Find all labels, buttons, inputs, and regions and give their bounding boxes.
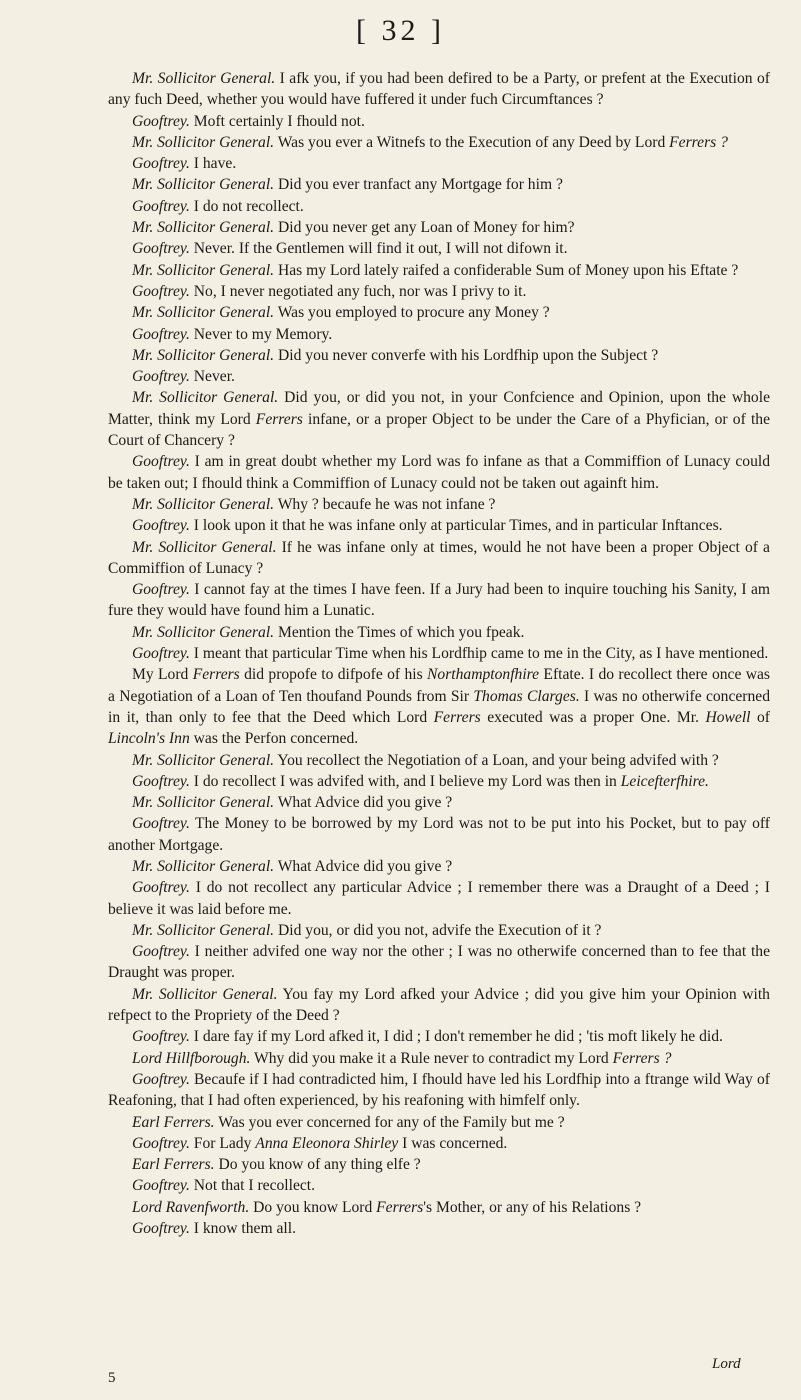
text-run: Ferrers — [376, 1198, 424, 1216]
speaker-name: Mr. Sollicitor General. — [132, 495, 275, 513]
text-run: Ferrers ? — [669, 133, 728, 151]
paragraph — [108, 111, 770, 132]
text-run: I have. — [189, 155, 237, 173]
speaker-name: Gooftrey. — [132, 282, 190, 300]
speaker-name: Gooftrey. — [132, 879, 190, 897]
speaker-name: Gooftrey. — [132, 645, 190, 663]
paragraph — [108, 579, 770, 622]
text-run: Was you ever a Witnefs to the Execution of any Deed by Lord — [274, 133, 670, 151]
speaker-name: Gooftrey. — [132, 517, 190, 535]
speaker-name: Mr. Sollicitor General. — [132, 623, 275, 641]
text-run: You fay my Lord afked your Advice ; did you give him your Opinion with refpect to the Propriety of the Deed ? — [108, 985, 770, 1025]
text-run: I do not recollect any particular Advice ; I remember there was a Draught of a Deed ; I believe it was laid before me. — [108, 879, 770, 918]
text-run: Never. If the Gentlemen will find it out, I will not difown it. — [189, 240, 568, 258]
text-run: If he was infane only at times, would he not have been a proper Object of a Commiffion of Lunacy ? — [108, 538, 770, 577]
paragraph — [108, 345, 770, 366]
text-run: Why did you make it a Rule never to contradict my Lord — [250, 1049, 613, 1067]
text-run: Do you know Lord — [249, 1198, 377, 1216]
text-run: executed was a proper One. Mr. — [480, 708, 706, 726]
speaker-name: Mr. Sollicitor General. — [132, 133, 275, 151]
paragraph — [108, 622, 770, 643]
paragraph — [108, 771, 770, 792]
text-run: Did you never get any Loan of Money for him? — [274, 219, 575, 237]
speaker-name: Mr. Sollicitor General. — [132, 389, 279, 407]
text-run: Howell — [705, 708, 751, 726]
paragraph — [108, 1069, 770, 1112]
text-run: Never. — [189, 368, 235, 386]
speaker-name: Gooftrey. — [132, 1070, 190, 1088]
speaker-name: Gooftrey. — [132, 1220, 190, 1238]
paragraph — [108, 324, 770, 345]
paragraph — [108, 643, 770, 664]
paragraph — [108, 153, 770, 174]
speaker-name: Gooftrey. — [132, 815, 190, 833]
text-run: Lincoln's Inn — [108, 730, 190, 748]
paragraph — [108, 856, 770, 877]
text-run: of — [750, 708, 771, 726]
text-run: Not that I recollect. — [189, 1177, 316, 1195]
text-run: Did you never converfe with his Lordfhip upon the Subject ? — [274, 346, 659, 364]
speaker-name: Mr. Sollicitor General. — [132, 538, 277, 556]
speaker-name: Mr. Sollicitor General. — [132, 985, 278, 1003]
speaker-name: Gooftrey. — [132, 325, 190, 343]
text-run: Ferrers — [192, 666, 240, 684]
paragraph — [108, 387, 770, 451]
text-run: I am in great doubt whether my Lord was fo infane as that a Commiffion of Lunacy could be taken out; I fhould think a Commiffion of Lunacy could not be taken out againft him. — [108, 453, 770, 492]
text-run: Has my Lord lately raifed a confiderable Sum of Money upon his Eftate ? — [274, 261, 739, 279]
text-run: Ferrers — [433, 708, 481, 726]
paragraph — [108, 281, 770, 302]
text-run: I do recollect I was advifed with, and I believe my Lord was then in — [189, 772, 621, 790]
signature-mark: 5 — [108, 1370, 116, 1386]
paragraph — [108, 1218, 770, 1239]
speaker-name: Mr. Sollicitor General. — [132, 70, 276, 87]
speaker-name: Gooftrey. — [132, 1177, 190, 1195]
paragraph — [108, 1154, 770, 1175]
speaker-name: Gooftrey. — [132, 1134, 190, 1152]
paragraph — [108, 217, 770, 238]
speaker-name: Lord Hillfborough. — [132, 1049, 251, 1067]
text-run: Eftate. I do recollect there once was a Negotiation of a Loan of Ten thoufand Pounds from Sir — [108, 666, 770, 705]
text-run: I know them all. — [189, 1220, 296, 1238]
text-run: Becaufe if I had contradicted him, I fhould have led his Lordfhip into a ftrange wild Way of Reafoning, that I had often experienced, by his reafoning with himfelf only. — [108, 1070, 770, 1110]
speaker-name: Gooftrey. — [132, 197, 190, 215]
paragraph — [108, 664, 770, 749]
paragraph — [108, 174, 770, 195]
text-run: Ferrers — [255, 410, 303, 428]
paragraph — [108, 1175, 770, 1196]
paragraph — [108, 1048, 770, 1069]
text-run: Moft certainly I fhould not. — [189, 112, 365, 130]
speaker-name: Gooftrey. — [132, 453, 190, 471]
text-run: My Lord — [132, 666, 193, 684]
paragraph — [108, 750, 770, 771]
page-number: [ 32 ] — [356, 14, 445, 47]
text-run: The Money to be borrowed by my Lord was not to be put into his Pocket, but to pay off another Mortgage. — [108, 815, 770, 854]
paragraph — [108, 494, 770, 515]
speaker-name: Lord Ravenfworth. — [132, 1198, 250, 1216]
paragraph — [108, 68, 770, 111]
speaker-name: Mr. Sollicitor General. — [132, 176, 275, 194]
text-run: I neither advifed one way nor the other ; I was no otherwife concerned than to fee that the Draught was proper. — [108, 943, 770, 982]
paragraph — [108, 1133, 770, 1154]
text-run: Did you, or did you not, in your Confcience and Opinion, upon the whole Matter, think my Lord — [108, 389, 770, 428]
text-run: Northamptonfhire — [427, 666, 540, 684]
text-run: I look upon it that he was infane only at particular Times, and in particular Inftances. — [189, 517, 723, 535]
text-run: Ferrers ? — [612, 1049, 672, 1067]
paragraph — [108, 132, 770, 153]
text-run: You recollect the Negotiation of a Loan, and your being advifed with ? — [274, 751, 719, 769]
text-run: Thomas Clarges. — [473, 687, 580, 705]
text-run: I meant that particular Time when his Lordfhip came to me in the City, as I have mentioned. — [189, 645, 769, 663]
text-run: did propofe to difpofe of his — [239, 666, 428, 684]
text-run: I was concerned. — [398, 1134, 508, 1152]
text-run: 's Mother, or any of his Relations ? — [423, 1198, 642, 1216]
speaker-name: Mr. Sollicitor General. — [132, 794, 275, 812]
text-run: I do not recollect. — [189, 197, 304, 215]
text-run: Did you ever tranfact any Mortgage for him ? — [274, 176, 563, 194]
speaker-name: Mr. Sollicitor General. — [132, 857, 275, 875]
speaker-name: Gooftrey. — [132, 772, 190, 790]
paragraph — [108, 537, 770, 580]
text-run: Leicefterfhire. — [620, 772, 709, 790]
speaker-name: Gooftrey. — [132, 155, 190, 173]
speaker-name: Gooftrey. — [132, 943, 190, 961]
text-run: Was you employed to procure any Money ? — [274, 304, 550, 322]
body-text — [108, 68, 770, 1239]
speaker-name: Mr. Sollicitor General. — [132, 219, 275, 237]
paragraph — [108, 1026, 770, 1047]
speaker-name: Gooftrey. — [132, 240, 190, 258]
speaker-name: Mr. Sollicitor General. — [132, 346, 275, 364]
paragraph — [108, 302, 770, 323]
speaker-name: Gooftrey. — [132, 1028, 190, 1046]
text-run: Never to my Memory. — [189, 325, 333, 343]
paragraph — [108, 1112, 770, 1133]
speaker-name: Gooftrey. — [132, 581, 190, 599]
text-run: What Advice did you give ? — [274, 794, 453, 812]
speaker-name: Gooftrey. — [132, 368, 190, 386]
text-run: What Advice did you give ? — [274, 857, 453, 875]
text-run: For Lady — [189, 1134, 256, 1152]
paragraph — [108, 515, 770, 536]
paragraph — [108, 792, 770, 813]
speaker-name: Mr. Sollicitor General. — [132, 921, 275, 939]
paragraph — [108, 366, 770, 387]
text-run: infane, or a proper Object to be under the Care of a Phyfician, or of the Court of Chancery ? — [108, 410, 770, 450]
text-run: was the Perfon concerned. — [189, 730, 359, 748]
paragraph — [108, 877, 770, 920]
speaker-name: Earl Ferrers. — [132, 1113, 215, 1131]
text-run: I was no otherwife concerned in it, than only to fee that the Deed which Lord — [108, 687, 771, 726]
catchword: Lord — [712, 1356, 741, 1372]
speaker-name: Mr. Sollicitor General. — [132, 261, 275, 279]
speaker-name: Mr. Sollicitor General. — [132, 751, 275, 769]
text-run: Did you, or did you not, advife the Execution of it ? — [274, 921, 602, 939]
text-run: Mention the Times of which you fpeak. — [274, 623, 525, 641]
paragraph — [108, 196, 770, 217]
text-run: I dare fay if my Lord afked it, I did ; I don't remember he did ; 'tis moft likely he did. — [189, 1028, 723, 1046]
text-run: Do you know of any thing elfe ? — [214, 1156, 421, 1174]
paragraph — [108, 260, 770, 281]
paragraph — [108, 941, 770, 984]
paragraph — [108, 1197, 770, 1218]
speaker-name: Gooftrey. — [132, 112, 190, 130]
text-run: Why ? becaufe he was not infane ? — [274, 495, 496, 513]
paragraph — [108, 238, 770, 259]
paragraph — [108, 984, 770, 1027]
speaker-name: Mr. Sollicitor General. — [132, 304, 275, 322]
text-run: Anna Eleonora Shirley — [255, 1134, 399, 1152]
speaker-name: Earl Ferrers. — [132, 1156, 215, 1174]
text-run: Was you ever concerned for any of the Family but me ? — [214, 1113, 565, 1131]
text-run: No, I never negotiated any fuch, nor was I privy to it. — [189, 282, 527, 300]
paragraph — [108, 920, 770, 941]
text-run: I afk you, if you had been defired to be a Party, or prefent at the Execution of any fuch Deed, whether you would have fuffered it under fuch Circumftances ? — [108, 70, 770, 109]
text-run: I cannot fay at the times I have feen. If a Jury had been to inquire touching his Sanity, I am fure they would have found him a Lunatic. — [108, 581, 770, 620]
paragraph — [108, 813, 770, 856]
paragraph — [108, 451, 770, 494]
